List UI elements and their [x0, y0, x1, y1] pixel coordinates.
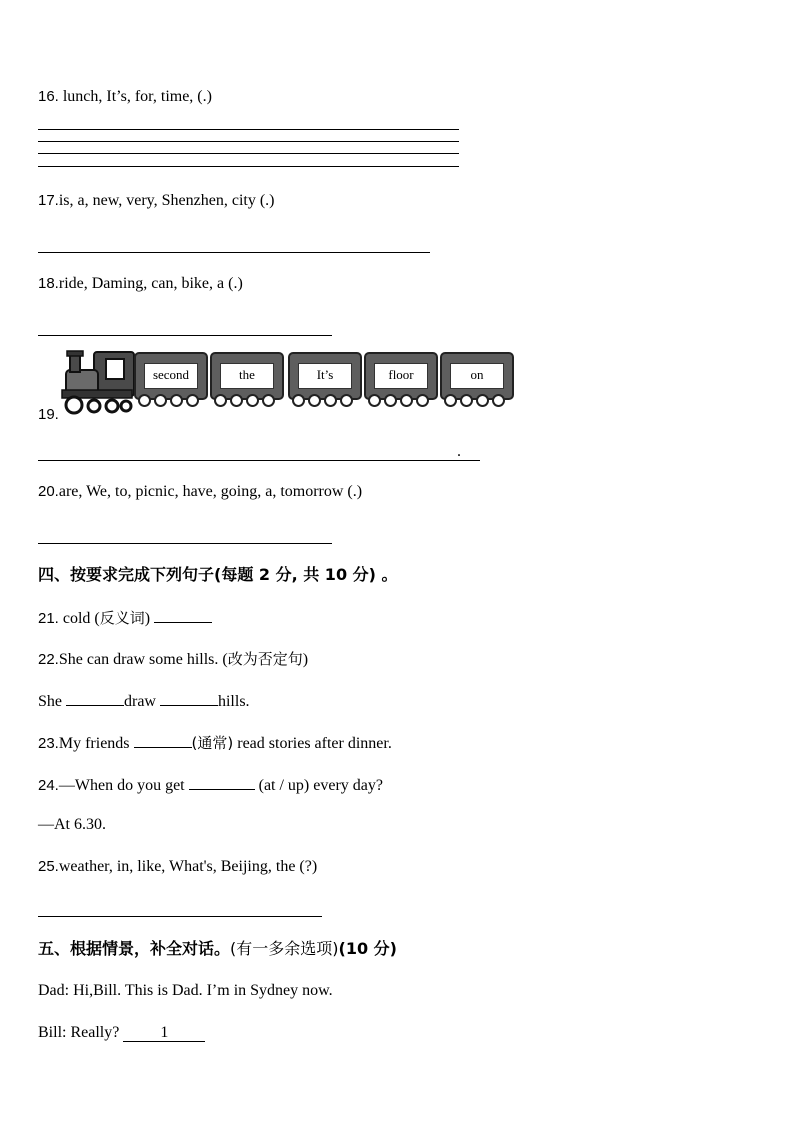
question-number: 16.: [38, 88, 59, 105]
speaker: Bill:: [38, 1024, 67, 1041]
dialogue-line: [38, 1023, 205, 1043]
question-hint: 反义词: [99, 609, 145, 627]
car-wheels: [214, 394, 275, 410]
answer-word: She: [38, 693, 62, 710]
question-number: 17.: [38, 192, 59, 209]
train-car: [364, 352, 438, 400]
answer-blank[interactable]: [189, 774, 255, 790]
section-4-heading: 四、按要求完成下列句子(每题 2 分, 共 10 分) 。: [38, 565, 398, 584]
answer-blank[interactable]: [160, 690, 218, 706]
question-text: is, a, new, very, Shenzhen, city (.): [58, 192, 275, 209]
locomotive-icon: [60, 350, 136, 416]
answer-word: draw: [124, 693, 156, 710]
question-23: [38, 732, 392, 754]
hint-close: ): [144, 610, 151, 627]
word-card: It’s: [298, 363, 352, 389]
answer-blank[interactable]: [123, 1025, 205, 1042]
section-score: (10 分): [338, 939, 397, 958]
question-number: 23.: [38, 735, 59, 752]
word-card: floor: [374, 363, 428, 389]
answer-line[interactable]: [38, 543, 332, 544]
end-mark: .: [457, 443, 461, 460]
answer-line[interactable]: [38, 141, 459, 142]
question-number: 20.: [38, 483, 59, 500]
answer-line[interactable]: [38, 252, 430, 253]
section-note: (有一多余选项): [230, 939, 339, 958]
question-number: 24.: [38, 777, 59, 794]
section-title: 五、根据情景，补全对话。: [38, 939, 231, 958]
question-text: are, We, to, picnic, have, going, a, tomorrow (.): [58, 483, 363, 500]
question-22-answer: [38, 690, 250, 712]
section-5-heading: [38, 939, 397, 959]
question-number: 18.: [38, 275, 59, 292]
answer-line[interactable]: [38, 916, 322, 917]
car-wheels: [368, 394, 429, 410]
dialogue-line: [38, 981, 333, 1001]
answer-line[interactable]: [38, 460, 480, 461]
answer-blank[interactable]: [66, 690, 124, 706]
question-19-number: 19.: [38, 406, 59, 423]
question-number: 22.: [38, 651, 59, 668]
question-24: [38, 774, 383, 796]
train-illustration: [60, 350, 520, 418]
car-wheels: [292, 394, 353, 410]
question-16: [38, 87, 212, 107]
question-text: ride, Daming, can, bike, a (.): [58, 275, 243, 292]
question-text: My friends: [58, 735, 130, 752]
question-tail: read stories after dinner.: [233, 735, 392, 752]
question-25: [38, 857, 317, 877]
dash: —: [58, 777, 75, 794]
question-24-answer: —At 6.30.: [38, 816, 106, 833]
question-text: cold (: [58, 610, 100, 627]
answer-line[interactable]: [38, 129, 459, 130]
answer-blank[interactable]: [134, 732, 192, 748]
train-car: [440, 352, 514, 400]
question-text: weather, in, like, What's, Beijing, the (?): [58, 858, 318, 875]
dialogue-text: Hi,Bill. This is Dad. I’m in Sydney now.: [69, 982, 333, 999]
word-card: second: [144, 363, 198, 389]
answer-line[interactable]: [38, 335, 332, 336]
question-tail: (at / up) every day?: [254, 777, 383, 794]
word-card: the: [220, 363, 274, 389]
train-car: [134, 352, 208, 400]
speaker: Dad:: [38, 982, 70, 999]
hint-close: ): [302, 651, 309, 668]
car-wheels: [138, 394, 199, 410]
question-17: [38, 191, 275, 211]
dialogue-text: Really?: [66, 1024, 124, 1041]
answer-word: hills.: [217, 693, 250, 710]
question-21: [38, 607, 212, 629]
word-card: on: [450, 363, 504, 389]
question-22: [38, 649, 308, 670]
answer-line[interactable]: [38, 166, 459, 167]
blank-number: 1: [160, 1024, 169, 1041]
train-car: [210, 352, 284, 400]
question-number: 25.: [38, 858, 59, 875]
question-text: When do you get: [74, 777, 185, 794]
answer-line[interactable]: [38, 153, 459, 154]
question-18: [38, 274, 243, 294]
question-hint: (通常): [191, 734, 234, 752]
question-hint: 改为否定句: [227, 650, 303, 668]
car-wheels: [444, 394, 505, 410]
question-text: lunch, It’s, for, time, (.): [58, 88, 212, 105]
question-number: 21.: [38, 610, 59, 627]
train-car: [288, 352, 362, 400]
question-text: She can draw some hills. (: [58, 651, 228, 668]
answer-blank[interactable]: [154, 607, 212, 623]
question-20: [38, 482, 362, 502]
